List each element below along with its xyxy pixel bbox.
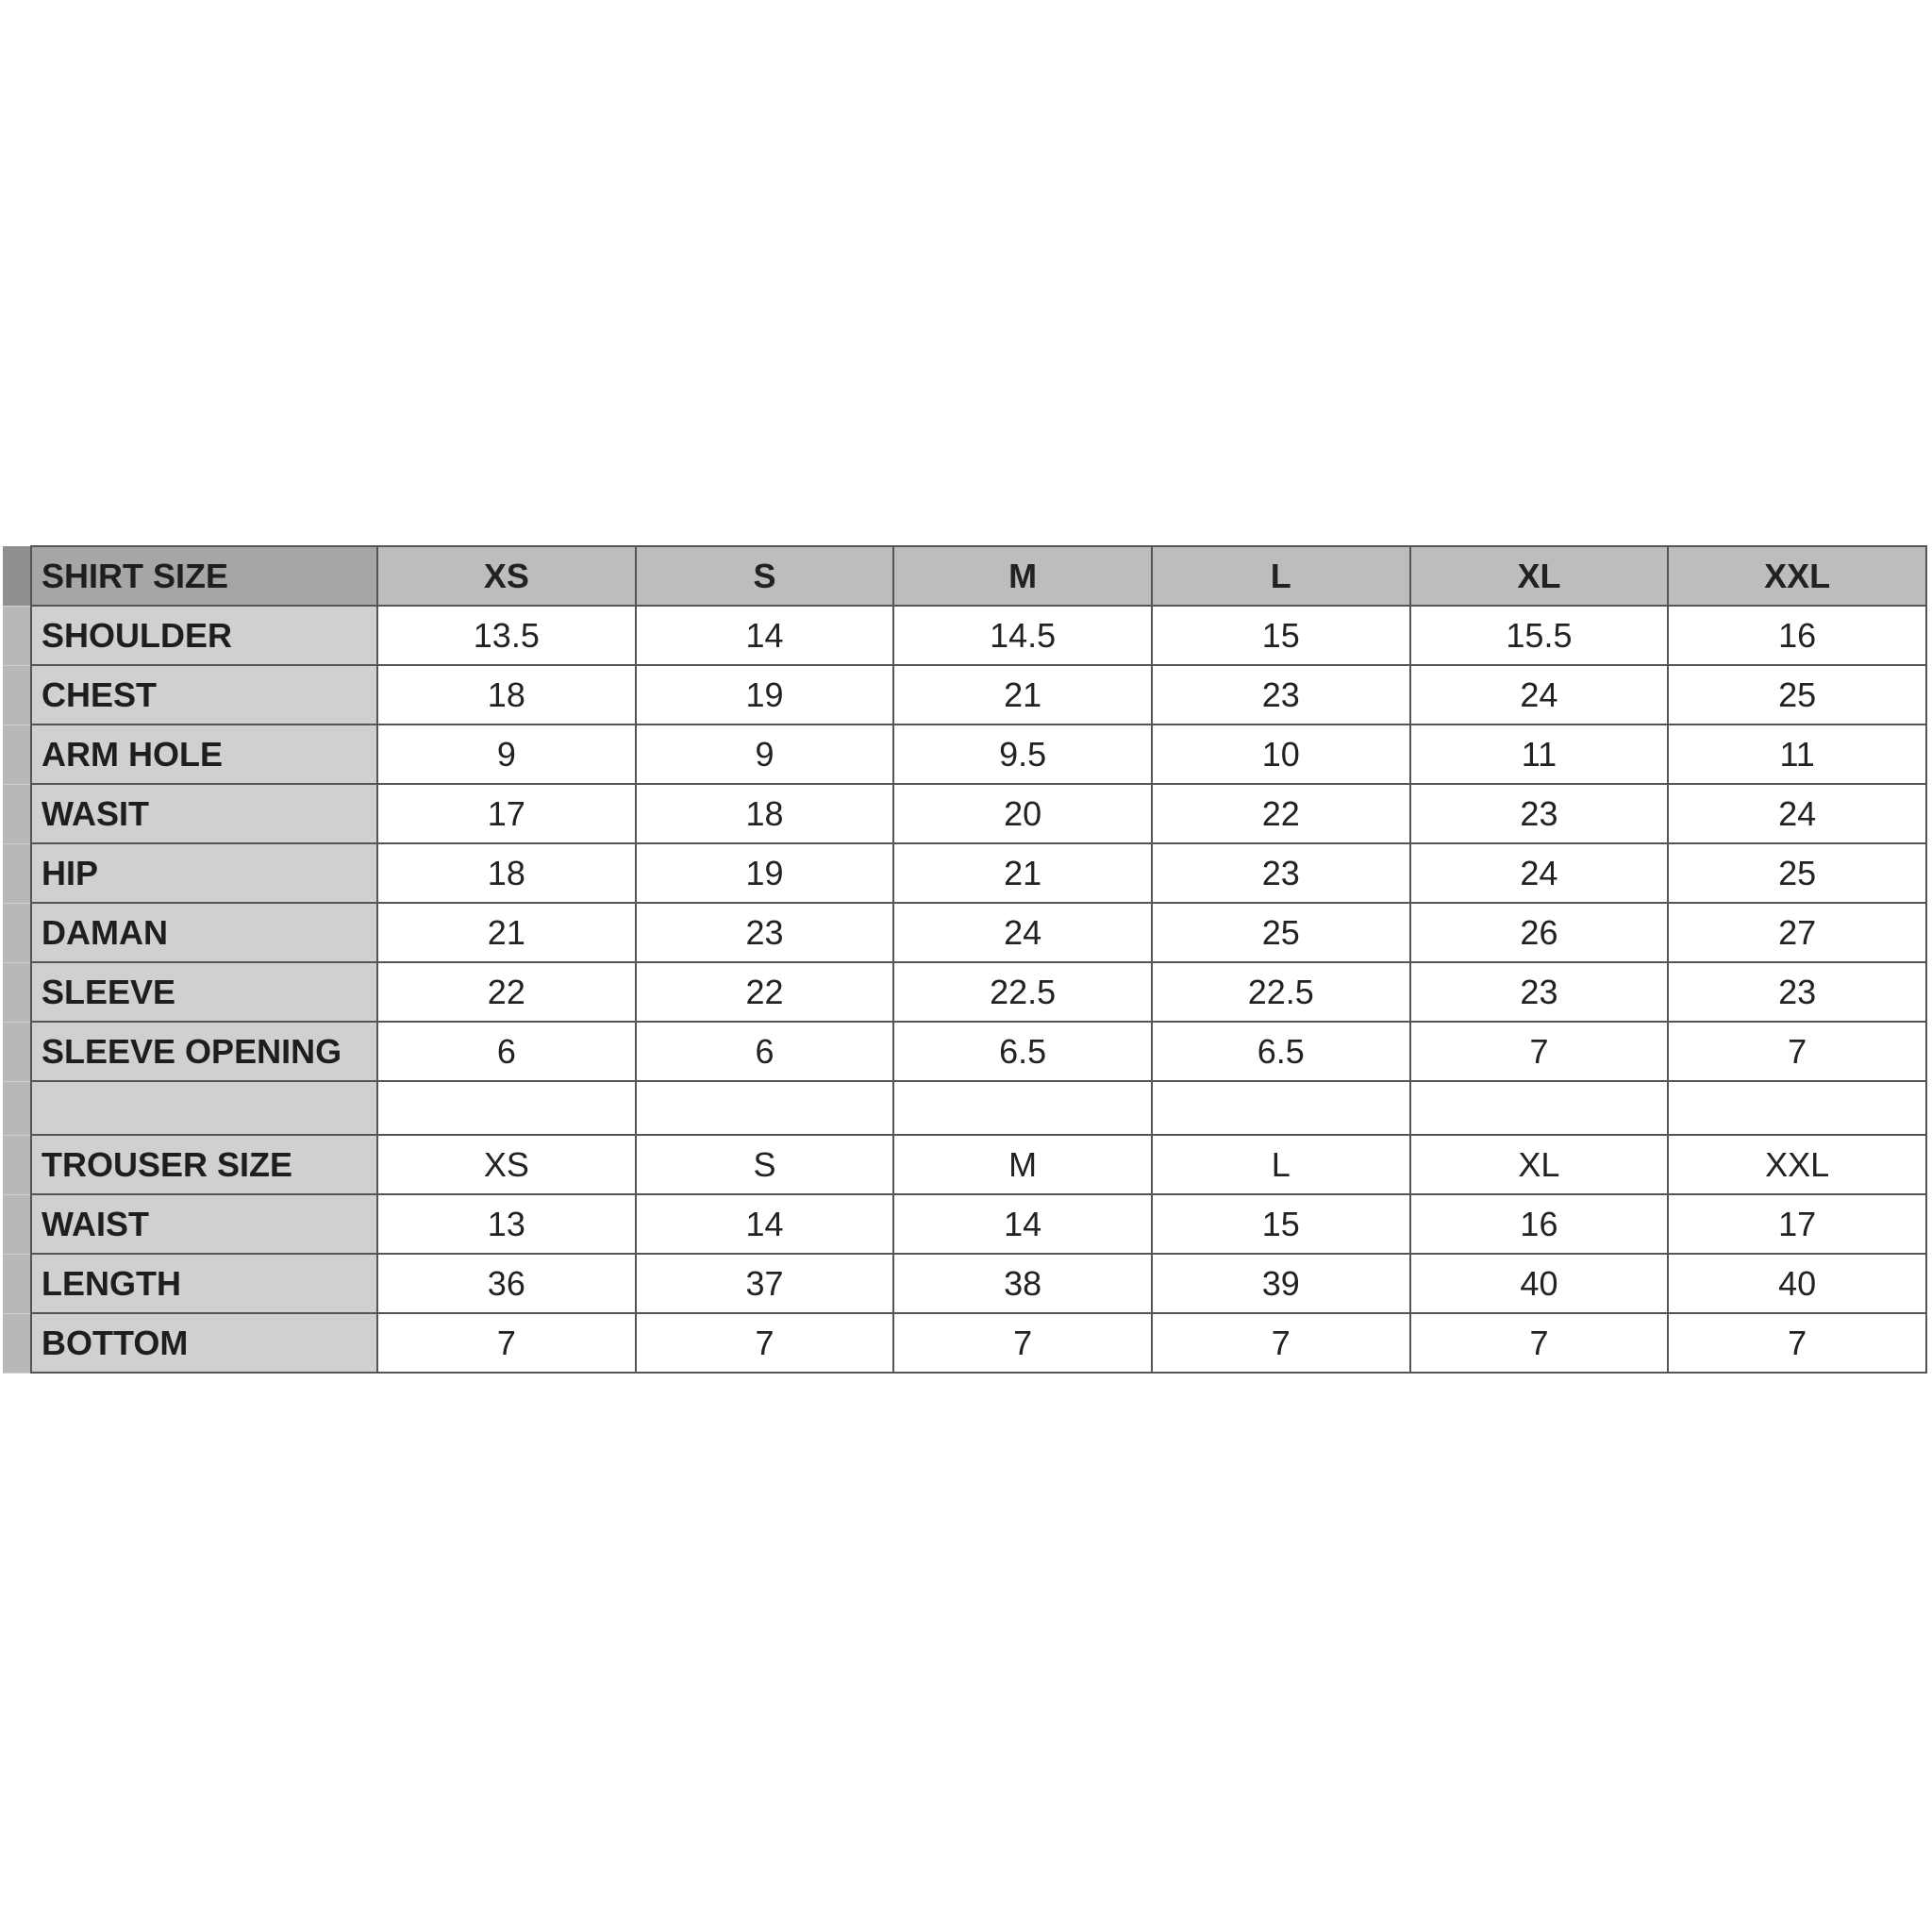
table-cell: 7 (377, 1313, 636, 1373)
table-row (3, 1313, 1926, 1373)
table-cell: 18 (377, 843, 636, 903)
table-cell: 23 (1410, 784, 1669, 843)
trouser-size-m: M (893, 1135, 1152, 1194)
table-cell: 25 (1668, 843, 1926, 903)
table-cell: 23 (1152, 665, 1410, 724)
table-cell: 14.5 (893, 606, 1152, 665)
row-gutter (3, 724, 31, 784)
table-cell: 17 (377, 784, 636, 843)
table-cell: 7 (1668, 1022, 1926, 1081)
table-cell: 14 (636, 1194, 894, 1254)
table-cell: 21 (377, 903, 636, 962)
table-cell: 13.5 (377, 606, 636, 665)
table-cell: 11 (1668, 724, 1926, 784)
size-header-xs: XS (377, 546, 636, 606)
table-row (3, 665, 1926, 724)
empty-label-cell (31, 1081, 377, 1135)
row-label-chest: CHEST (31, 665, 377, 724)
row-gutter (3, 784, 31, 843)
empty-cell (893, 1081, 1152, 1135)
table-row (3, 1254, 1926, 1313)
table-cell: 20 (893, 784, 1152, 843)
row-gutter (3, 665, 31, 724)
table-cell: 18 (377, 665, 636, 724)
trouser-size-xxl: XXL (1668, 1135, 1926, 1194)
row-gutter (3, 1313, 31, 1373)
table-cell: 22.5 (893, 962, 1152, 1022)
table-cell: 40 (1668, 1254, 1926, 1313)
row-gutter (3, 903, 31, 962)
table-cell: 15 (1152, 1194, 1410, 1254)
table-cell: 19 (636, 843, 894, 903)
table-cell: 22 (1152, 784, 1410, 843)
row-gutter (3, 1194, 31, 1254)
empty-cell (377, 1081, 636, 1135)
row-gutter (3, 606, 31, 665)
empty-cell (1410, 1081, 1669, 1135)
table-cell: 25 (1152, 903, 1410, 962)
size-header-s: S (636, 546, 894, 606)
table-cell: 39 (1152, 1254, 1410, 1313)
row-label-waist: WAIST (31, 1194, 377, 1254)
row-gutter (3, 843, 31, 903)
table-cell: 9.5 (893, 724, 1152, 784)
table-cell: 17 (1668, 1194, 1926, 1254)
size-header-xxl: XXL (1668, 546, 1926, 606)
shirt-header-row (3, 546, 1926, 606)
row-label-length: LENGTH (31, 1254, 377, 1313)
table-cell: 21 (893, 843, 1152, 903)
size-chart-table (3, 545, 1927, 1374)
table-cell: 6 (377, 1022, 636, 1081)
row-gutter (3, 1254, 31, 1313)
table-cell: 6.5 (893, 1022, 1152, 1081)
table-cell: 21 (893, 665, 1152, 724)
table-cell: 24 (1410, 665, 1669, 724)
row-label-daman: DAMAN (31, 903, 377, 962)
table-cell: 16 (1410, 1194, 1669, 1254)
row-label-arm-hole: ARM HOLE (31, 724, 377, 784)
table-cell: 23 (1668, 962, 1926, 1022)
table-row (3, 1194, 1926, 1254)
table-cell: 22 (377, 962, 636, 1022)
table-cell: 24 (1668, 784, 1926, 843)
table-cell: 7 (1410, 1313, 1669, 1373)
table-cell: 13 (377, 1194, 636, 1254)
table-cell: 26 (1410, 903, 1669, 962)
table-cell: 9 (377, 724, 636, 784)
table-row (3, 784, 1926, 843)
table-cell: 6.5 (1152, 1022, 1410, 1081)
row-label-hip: HIP (31, 843, 377, 903)
table-cell: 23 (1152, 843, 1410, 903)
shirt-size-header: SHIRT SIZE (31, 546, 377, 606)
table-cell: 18 (636, 784, 894, 843)
table-cell: 6 (636, 1022, 894, 1081)
table-cell: 7 (1152, 1313, 1410, 1373)
table-cell: 37 (636, 1254, 894, 1313)
trouser-size-xl: XL (1410, 1135, 1669, 1194)
row-label-bottom: BOTTOM (31, 1313, 377, 1373)
table-cell: 7 (1668, 1313, 1926, 1373)
row-label-sleeve-opening: SLEEVE OPENING (31, 1022, 377, 1081)
row-gutter (3, 546, 31, 606)
table-cell: 24 (893, 903, 1152, 962)
trouser-size-s: S (636, 1135, 894, 1194)
trouser-size-l: L (1152, 1135, 1410, 1194)
table-cell: 36 (377, 1254, 636, 1313)
table-cell: 15.5 (1410, 606, 1669, 665)
table-row (3, 903, 1926, 962)
size-header-xl: XL (1410, 546, 1669, 606)
table-cell: 25 (1668, 665, 1926, 724)
size-header-l: L (1152, 546, 1410, 606)
table-cell: 27 (1668, 903, 1926, 962)
trouser-size-xs: XS (377, 1135, 636, 1194)
table-cell: 10 (1152, 724, 1410, 784)
empty-row (3, 1081, 1926, 1135)
table-cell: 7 (636, 1313, 894, 1373)
table-cell: 22.5 (1152, 962, 1410, 1022)
row-gutter (3, 1081, 31, 1135)
table-cell: 7 (1410, 1022, 1669, 1081)
table-cell: 22 (636, 962, 894, 1022)
table-cell: 7 (893, 1313, 1152, 1373)
row-gutter (3, 1135, 31, 1194)
table-cell: 15 (1152, 606, 1410, 665)
table-cell: 38 (893, 1254, 1152, 1313)
row-gutter (3, 962, 31, 1022)
table-cell: 14 (893, 1194, 1152, 1254)
row-label-shoulder: SHOULDER (31, 606, 377, 665)
empty-cell (1152, 1081, 1410, 1135)
table-cell: 11 (1410, 724, 1669, 784)
table-row (3, 962, 1926, 1022)
table-cell: 19 (636, 665, 894, 724)
table-row (3, 1022, 1926, 1081)
table-cell: 24 (1410, 843, 1669, 903)
table-row (3, 724, 1926, 784)
table-cell: 9 (636, 724, 894, 784)
row-label-wasit: WASIT (31, 784, 377, 843)
trouser-size-header: TROUSER SIZE (31, 1135, 377, 1194)
table-cell: 40 (1410, 1254, 1669, 1313)
trouser-header-row (3, 1135, 1926, 1194)
table-cell: 23 (636, 903, 894, 962)
table-cell: 16 (1668, 606, 1926, 665)
empty-cell (636, 1081, 894, 1135)
row-gutter (3, 1022, 31, 1081)
table-cell: 14 (636, 606, 894, 665)
table-row (3, 843, 1926, 903)
table-cell: 23 (1410, 962, 1669, 1022)
table-row (3, 606, 1926, 665)
empty-cell (1668, 1081, 1926, 1135)
size-header-m: M (893, 546, 1152, 606)
row-label-sleeve: SLEEVE (31, 962, 377, 1022)
